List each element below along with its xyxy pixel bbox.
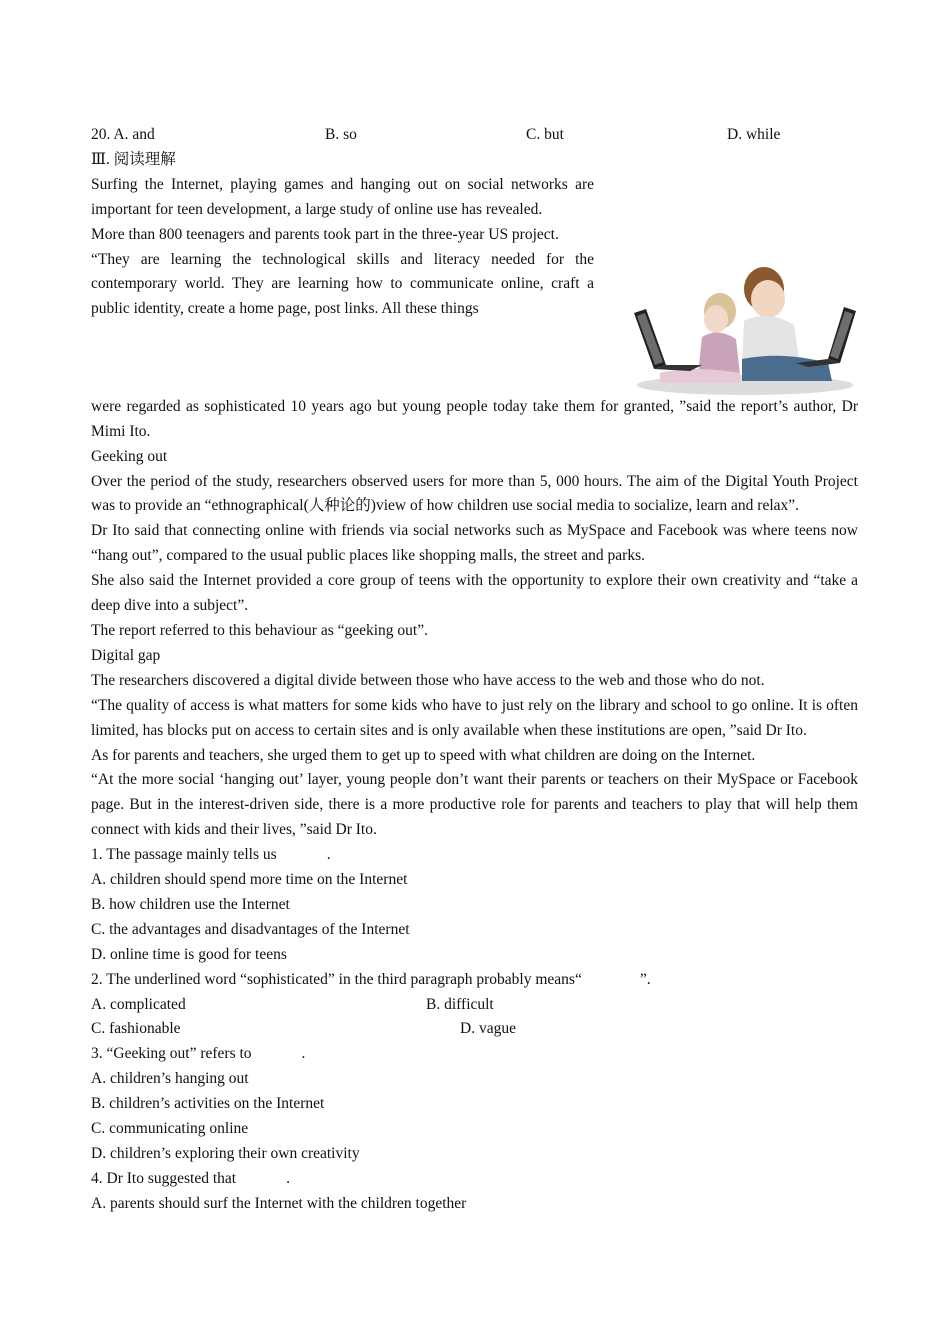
- passage: [91, 173, 858, 445]
- q1-option-c: C. the advantages and disadvantages of the Internet: [91, 920, 410, 938]
- question-1: [91, 843, 858, 868]
- paragraph-1: Surfing the Internet, playing games and hanging out on social networks are important for teen development, a large study of online use has revealed.: [91, 175, 594, 218]
- q3-option-c: C. communicating online: [91, 1120, 249, 1138]
- q2-option-b: B. difficult: [426, 995, 494, 1013]
- q20-option-c: C. but: [526, 126, 564, 143]
- q20-option-b: B. so: [325, 126, 357, 143]
- worksheet-page: [91, 123, 858, 1217]
- question-4: [91, 1167, 858, 1192]
- q1-stem: 1. The passage mainly tells us: [91, 846, 277, 864]
- q3-stem: 3. “Geeking out” refers to: [91, 1045, 252, 1063]
- q2-option-d: D. vague: [460, 1020, 516, 1038]
- paragraph-7: The report referred to this behaviour as “geeking out”.: [91, 621, 428, 639]
- q1-option-b: B. how children use the Internet: [91, 895, 290, 913]
- q2-option-a: A. complicated: [91, 995, 186, 1013]
- paragraph-3-continued: were regarded as sophisticated 10 years ago but young people today take them for granted, ”said the report’s author, Dr Mimi Ito.: [91, 397, 858, 440]
- q4-stem: 4. Dr Ito suggested that: [91, 1169, 237, 1187]
- heading-geeking-out: Geeking out: [91, 447, 168, 465]
- heading-digital-gap: Digital gap: [91, 646, 161, 664]
- question-20-options: [91, 123, 858, 148]
- q4-stem-end: .: [286, 1169, 290, 1187]
- children-with-laptops-image: [632, 247, 858, 395]
- paragraph-6: She also said the Internet provided a core group of teens with the opportunity to explore their own creativity and “take a deep dive into a subject”.: [91, 572, 858, 615]
- paragraph-11: “At the more social ‘hanging out’ layer, young people don’t want their parents or teachers on their MySpace or Facebook page. But in the interest-driven side, there is a more productive role for parents and teachers to play that will help them connect with kids and their lives, ”said Dr Ito.: [91, 771, 858, 839]
- q4-option-a: A. parents should surf the Internet with the children together: [91, 1194, 467, 1212]
- q3-stem-end: .: [301, 1045, 306, 1063]
- q3-option-b: B. children’s activities on the Internet: [91, 1095, 325, 1113]
- paragraph-3: “They are learning the technological skills and literacy needed for the contemporary world. They are learning how to communicate online, craft a public identity, create a home page, post links. All these things: [91, 250, 594, 318]
- paragraph-4: Over the period of the study, researchers observed users for more than 5, 000 hours. The aim of the Digital Youth Project was to provide an “ethnographical(人种论的)view of how children use social media to socialize, learn and relax”.: [91, 472, 858, 515]
- q1-option-d: D. online time is good for teens: [91, 945, 287, 963]
- q2-stem: 2. The underlined word “sophisticated” in the third paragraph probably means“: [91, 970, 582, 988]
- q1-stem-end: .: [326, 846, 331, 864]
- paragraph-10: As for parents and teachers, she urged them to get up to speed with what children are doing on the Internet.: [91, 746, 756, 764]
- q3-option-d: D. children’s exploring their own creativity: [91, 1145, 360, 1162]
- q3-option-a: A. children’s hanging out: [91, 1070, 249, 1088]
- section-title: Ⅲ. 阅读理解: [91, 150, 176, 168]
- q1-option-a: A. children should spend more time on the Internet: [91, 871, 408, 889]
- q20-option-d: D. while: [727, 126, 781, 143]
- q2-option-c: C. fashionable: [91, 1020, 181, 1038]
- paragraph-8: The researchers discovered a digital divide between those who have access to the web and those who do not.: [91, 671, 765, 689]
- question-3: [91, 1042, 858, 1067]
- q2-options-row-2: [91, 1017, 858, 1042]
- question-2: [91, 968, 858, 993]
- paragraph-2: More than 800 teenagers and parents took part in the three-year US project.: [91, 225, 559, 243]
- q2-stem-end: ”.: [639, 970, 651, 988]
- q2-options-row-1: [91, 993, 858, 1018]
- paragraph-9: “The quality of access is what matters for some kids who have to just rely on the library and school to go online. It is often limited, has blocks put on access to certain sites and is only available when these institutions are open, ”said Dr Ito.: [91, 696, 858, 739]
- paragraph-5: Dr Ito said that connecting online with friends via social networks such as MySpace and Facebook was where teens now “hang out”, compared to the usual public places like shopping malls, the street and parks.: [91, 522, 858, 565]
- q20-option-a: 20. A. and: [91, 126, 155, 143]
